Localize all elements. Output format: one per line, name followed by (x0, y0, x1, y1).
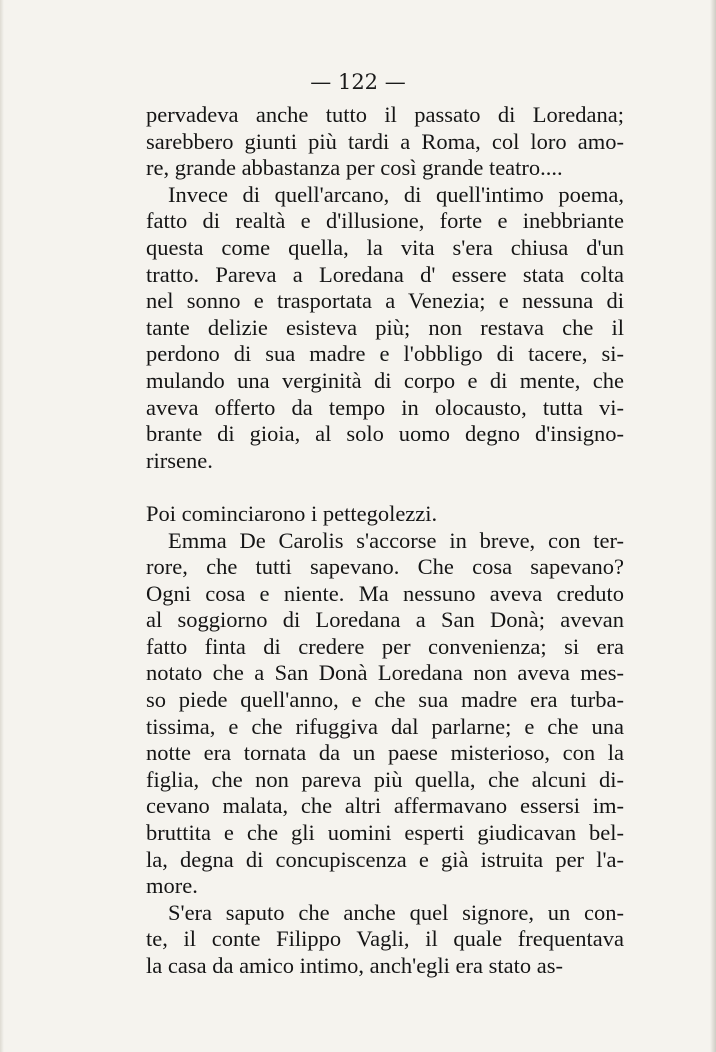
text-line: pervadeva anche tutto il passato di Loredana; (146, 102, 624, 127)
text-line: nel sonno e trasportata a Venezia; e nessuna di (146, 288, 624, 314)
text-line: al soggiorno di Loredana a San Donà; avevan (146, 607, 624, 633)
text-line: rore, che tutti sapevano. Che cosa sapevano? (146, 554, 624, 580)
text-line: te, il conte Filippo Vagli, il quale frequentava (146, 926, 624, 952)
text-line: la, degna di concupiscenza e già istruita per l'a- (146, 846, 624, 872)
page-number: — 122 — (310, 70, 406, 94)
paragraph-gap (146, 474, 624, 501)
text-line: so piede quell'anno, e che sua madre era turba- (146, 687, 624, 713)
text-line: tissima, e che rifuggiva dal parlarne; e che una (146, 713, 624, 739)
text-line: mulando una verginità di corpo e di mente, che (146, 367, 624, 393)
text-line: Emma De Carolis s'accorse in breve, con ter- (168, 527, 624, 553)
text-line: aveva offerto da tempo in olocausto, tutta vi- (146, 394, 624, 420)
page-right-edge (710, 0, 716, 1052)
text-line: Invece di quell'arcano, di quell'intimo poema, (168, 181, 624, 207)
text-line: tante delizie esisteva più; non restava che il (146, 314, 624, 340)
text-line: rirsene. (146, 447, 213, 473)
text-line: fatto finta di credere per convenienza; si era (146, 633, 624, 659)
page-left-shadow (0, 0, 4, 1052)
text-line: la casa da amico intimo, anch'egli era stato as- (146, 953, 564, 978)
text-line: sarebbero giunti più tardi a Roma, col loro amo- (146, 128, 624, 154)
body-text (146, 102, 624, 980)
text-line: perdono di sua madre e l'obbligo di tacere, si- (146, 341, 624, 367)
text-line: notte era tornata da un paese misterioso, con la (146, 740, 624, 766)
text-line: brante di gioia, al solo uomo degno d'insigno- (146, 421, 624, 447)
text-line: Poi cominciarono i pettegolezzi. (146, 500, 438, 526)
text-line: figlia, che non pareva più quella, che alcuni di- (146, 766, 624, 792)
text-line: questa come quella, la vita s'era chiusa d'un (146, 234, 624, 260)
text-line: Ogni cosa e niente. Ma nessuno aveva creduto (146, 580, 624, 606)
text-line: more. (146, 873, 198, 899)
text-line: tratto. Pareva a Loredana d' essere stata colta (146, 261, 624, 287)
text-line: cevano malata, che altri affermavano essersi im- (146, 793, 624, 819)
text-line: fatto di realtà e d'illusione, forte e inebbriante (146, 208, 624, 234)
text-line: S'era saputo che anche quel signore, un con- (168, 899, 624, 925)
text-line: notato che a San Donà Loredana non aveva mes- (146, 660, 624, 686)
text-line: bruttita e che gli uomini esperti giudicavan bel- (146, 820, 624, 846)
text-line: re, grande abbastanza per così grande teatro.... (146, 155, 563, 181)
